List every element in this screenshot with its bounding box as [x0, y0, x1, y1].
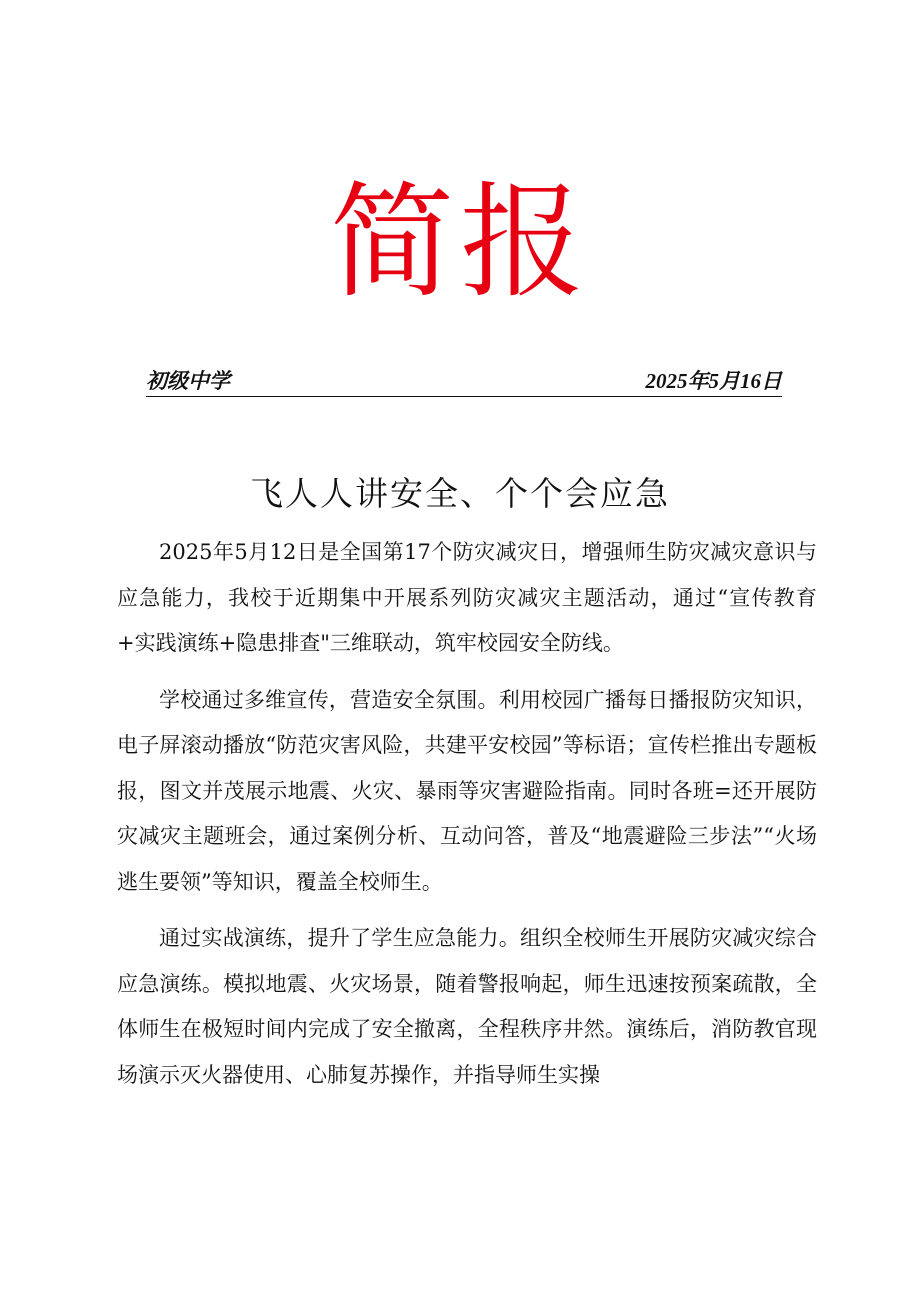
article-title: 飞人人讲安全、个个会应急	[250, 474, 670, 513]
issue-date: 2025年5月16日	[645, 369, 782, 393]
paragraph: 2025年5月12日是全国第17个防灾减灾日，增强师生防灾减灾意识与应急能力，我校于近期集中开展系列防灾减灾主题活动，通过“宣传教育+实践演练+隐患排查"三维联动，筑牢校园安全防线。	[117, 540, 817, 655]
article-body	[117, 530, 817, 1109]
paragraph: 学校通过多维宣传，营造安全氛围。利用校园广播每日播报防灾知识，电子屏滚动播放“防范灾害风险，共建平安校园”等标语；宣传栏推出专题板报，图文并茂展示地震、火灾、暴雨等灾害避险指南。同时各班=还开展防灾减灾主题班会，通过案例分析、互动问答，普及“地震避险三步法”“火场逃生要领”等知识，覆盖全校师生。	[117, 687, 817, 894]
info-line	[146, 366, 782, 397]
masthead-title: 简报	[329, 171, 590, 315]
school-name: 初级中学	[146, 369, 230, 393]
paragraph: 通过实战演练，提升了学生应急能力。组织全校师生开展防灾减灾综合应急演练。模拟地震、火灾场景，随着警报响起，师生迅速按预案疏散，全体师生在极短时间内完成了安全撤离，全程秩序井然。演练后，消防教官现场演示灭火器使用、心肺复苏操作，并指导师生实操	[117, 926, 817, 1087]
